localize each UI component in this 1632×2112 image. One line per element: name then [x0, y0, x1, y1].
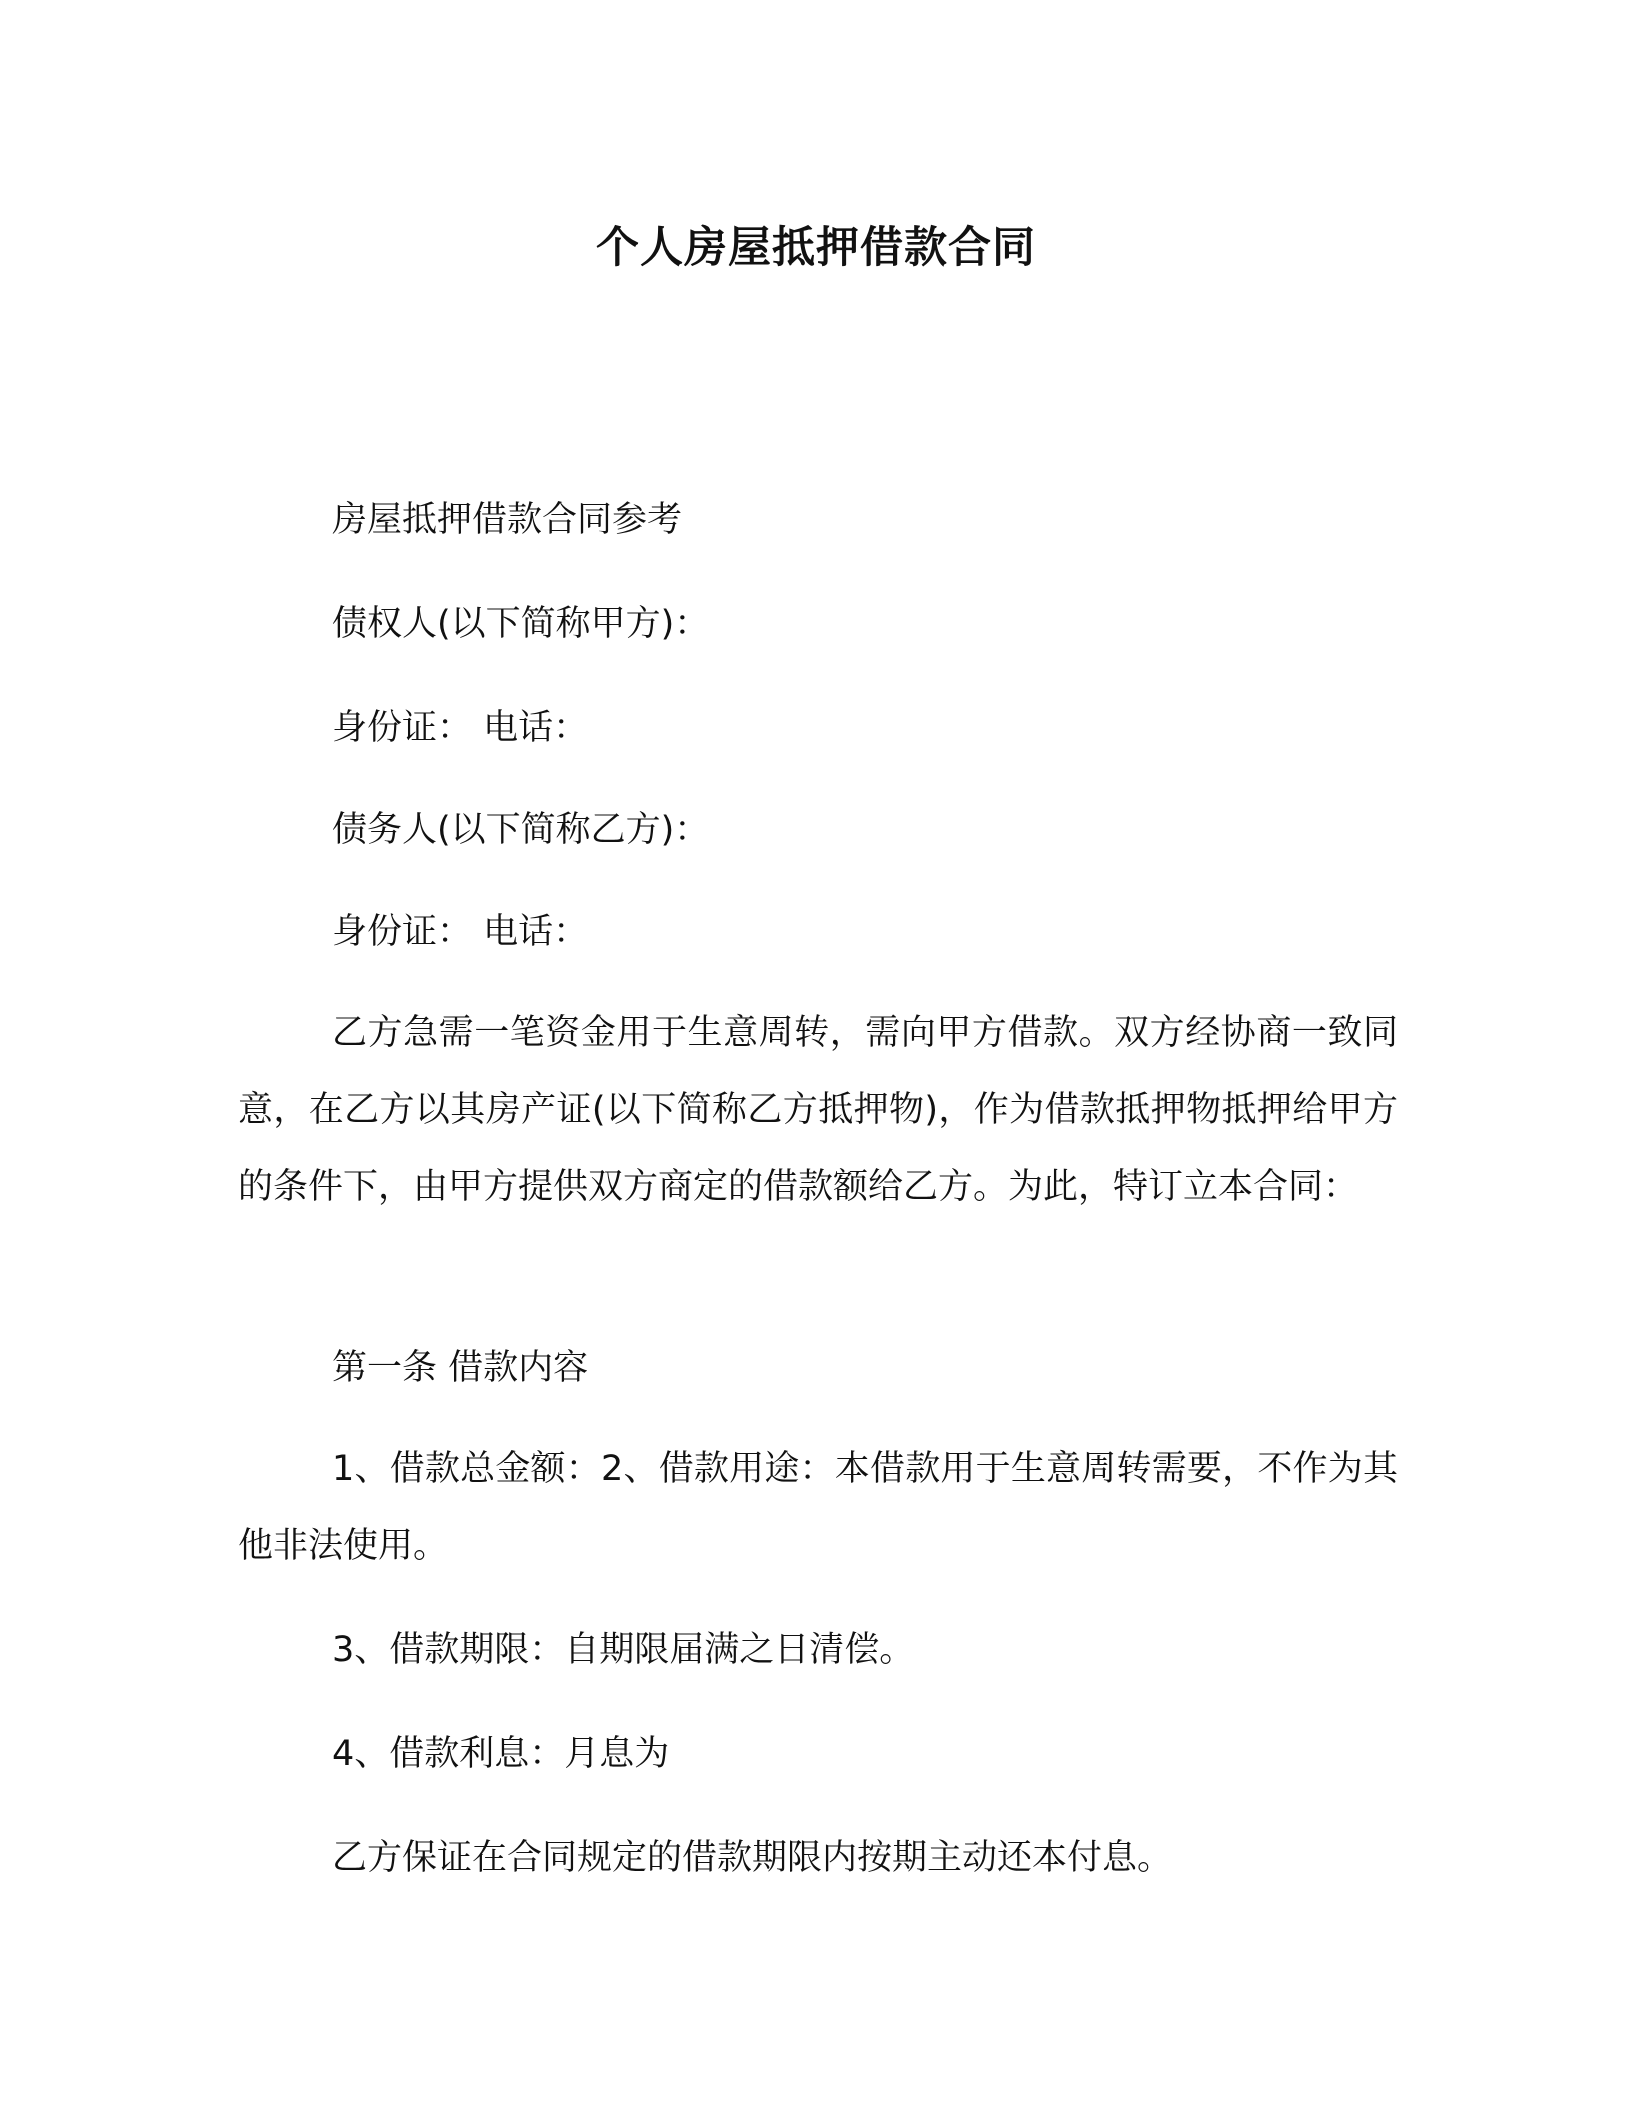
- article-1-item-3: 3、借款期限：自期限届满之日清偿。: [332, 1630, 915, 1670]
- article-1-item-4: 4、借款利息：月息为: [332, 1734, 670, 1774]
- creditor-contact-line: 身份证： 电话：: [332, 708, 589, 748]
- debtor-contact-line: 身份证： 电话：: [332, 912, 589, 952]
- debtor-line: 债务人(以下简称乙方)：: [332, 810, 710, 850]
- document-title: 个人房屋抵押借款合同: [596, 223, 1036, 273]
- document-subtitle: 房屋抵押借款合同参考: [332, 500, 683, 540]
- creditor-line: 债权人(以下简称甲方)：: [332, 604, 710, 644]
- article-1-heading: 第一条 借款内容: [332, 1348, 589, 1388]
- article-1-item-1-2: 1、借款总金额：2、借款用途：本借款用于生意周转需要，不作为其他非法使用。: [238, 1449, 1398, 1566]
- preamble-paragraph: 乙方急需一笔资金用于生意周转，需向甲方借款。双方经协商一致同意，在乙方以其房产证(以下简称乙方抵押物)，作为借款抵押物抵押给甲方的条件下，由甲方提供双方商定的借款额给乙方。为此，特订立本合同：: [238, 1013, 1398, 1207]
- guarantee-line: 乙方保证在合同规定的借款期限内按期主动还本付息。: [332, 1838, 1173, 1878]
